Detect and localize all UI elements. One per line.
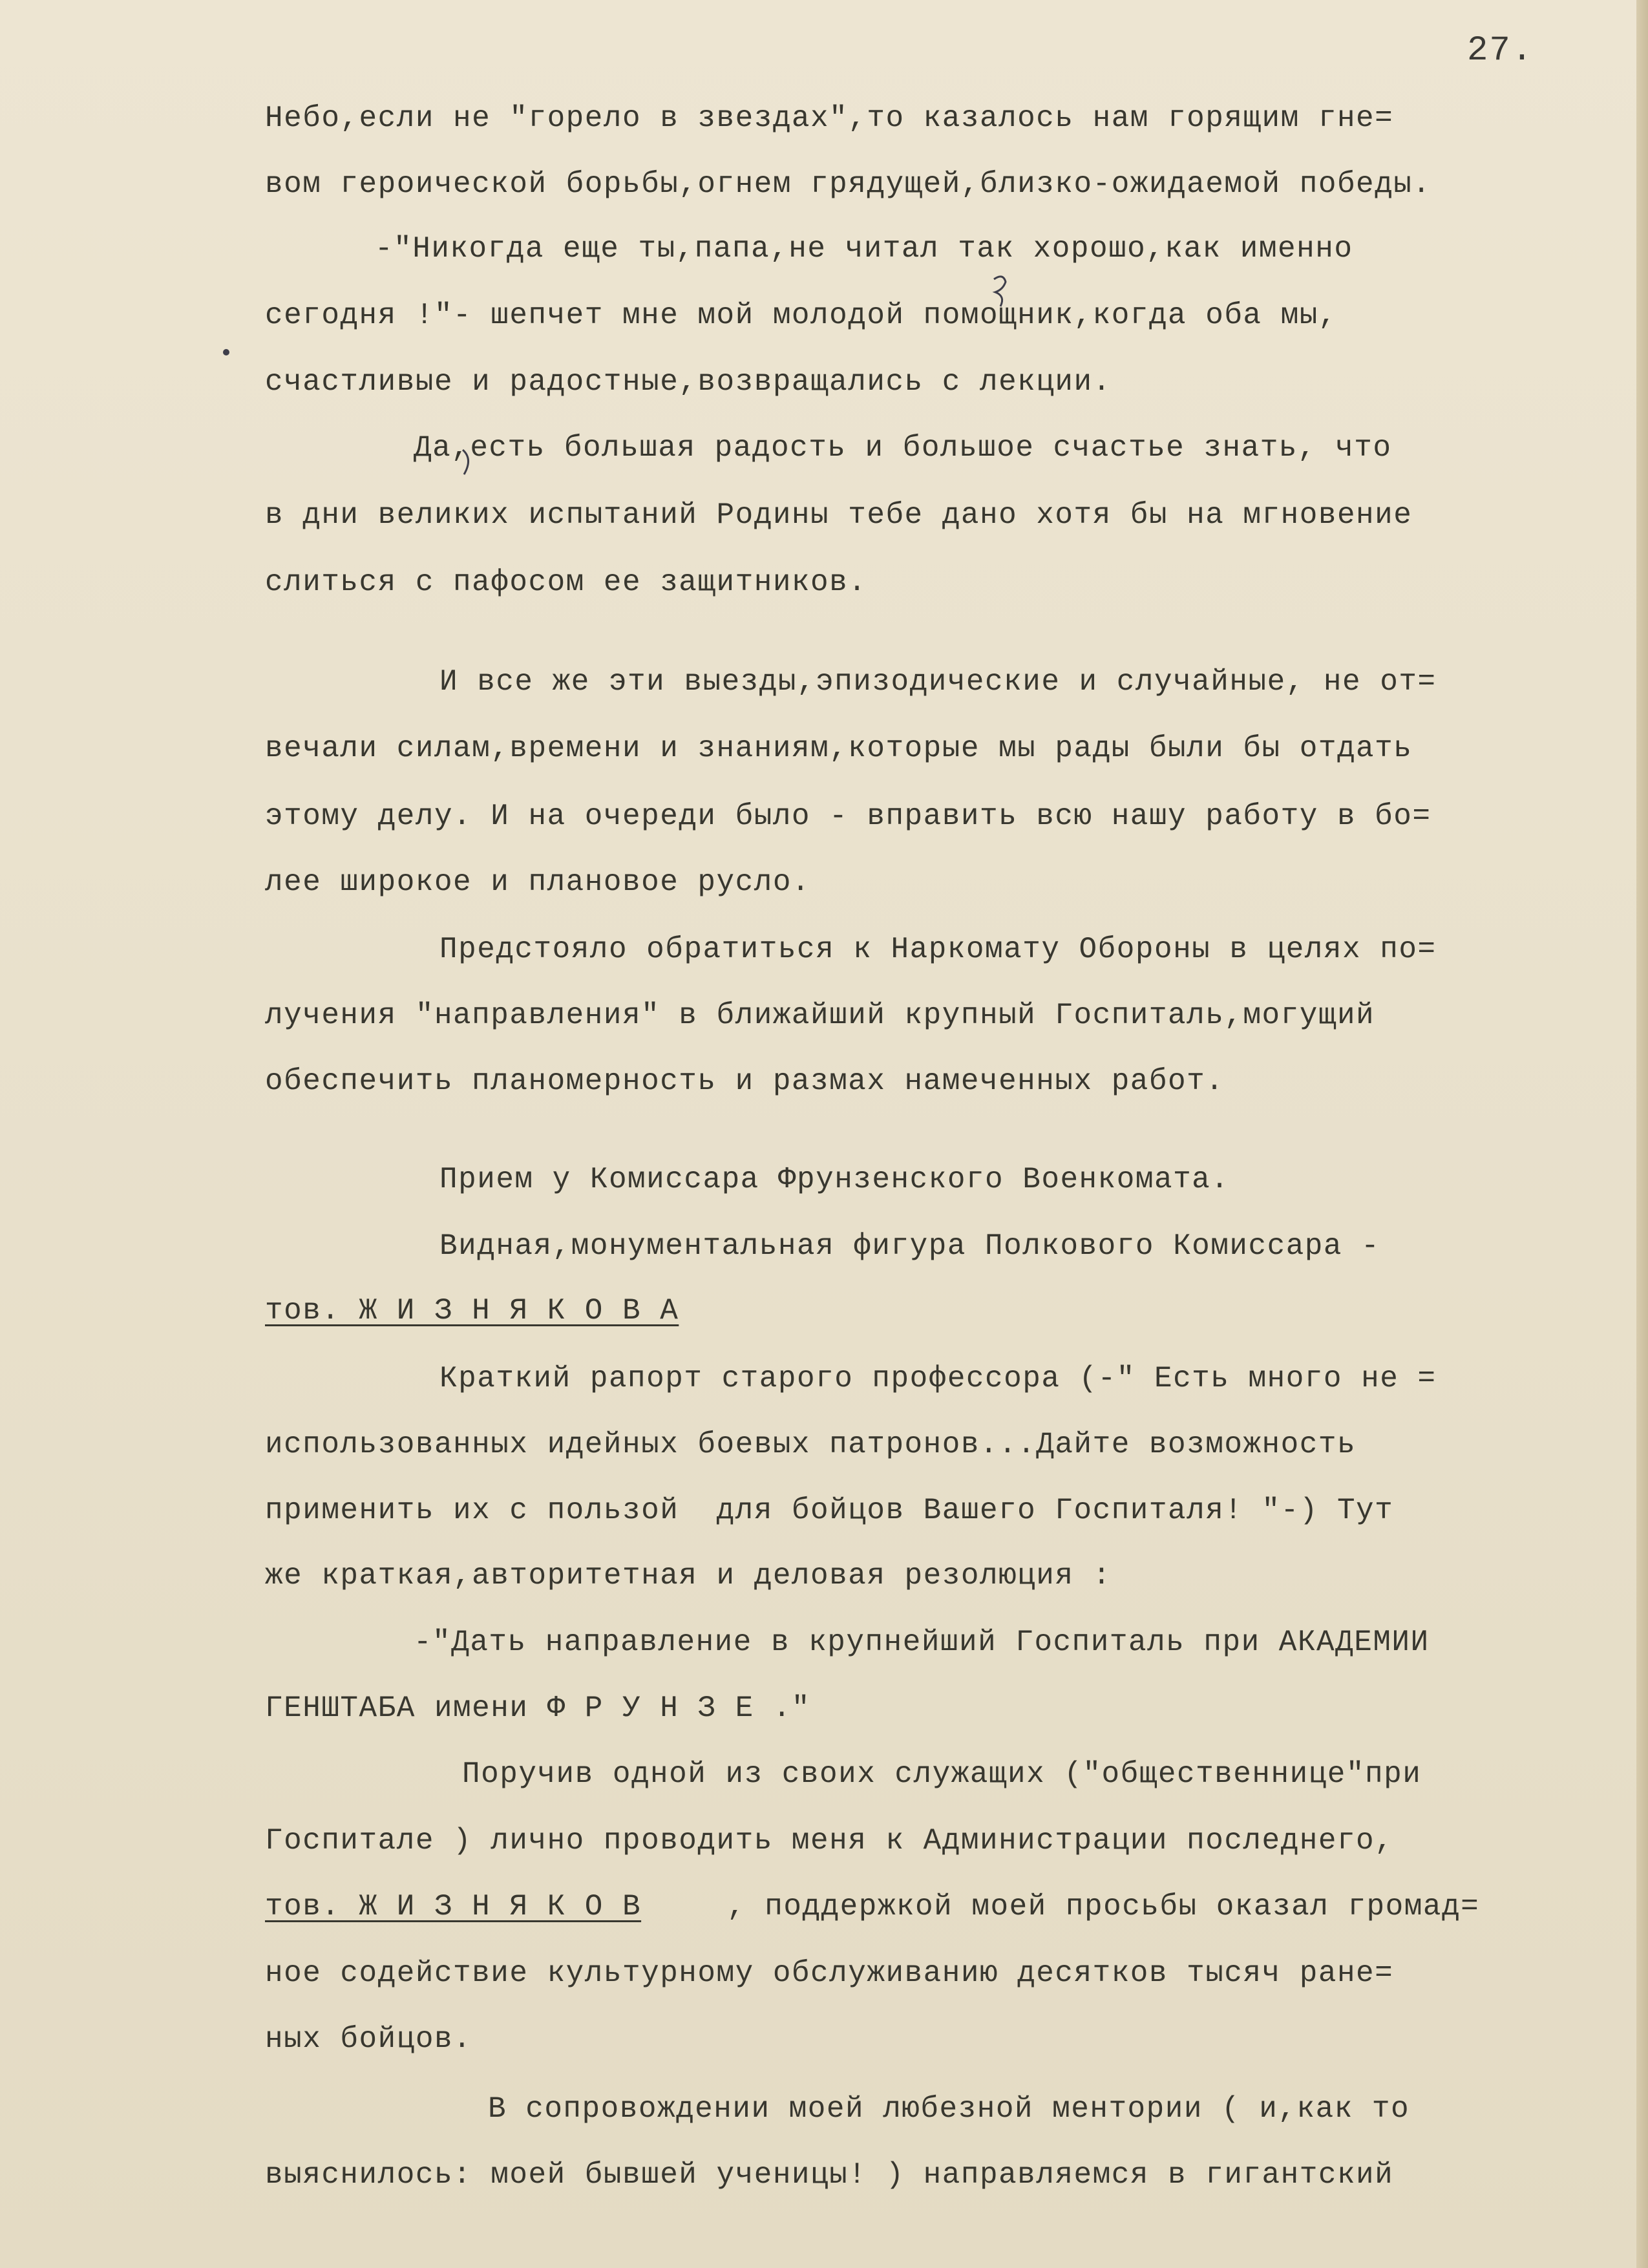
text-line: лучения "направления" в ближайший крупный Госпиталь,могущий	[265, 999, 1375, 1032]
text-line: ГЕНШТАБА имени Ф Р У Н З Е ."	[265, 1691, 811, 1725]
paper-edge	[1636, 0, 1648, 2268]
text-line: лее широкое и плановое русло.	[265, 865, 811, 899]
text-line: Да,есть большая радость и большое счастье знать, что	[414, 431, 1392, 465]
underlined-name: тов. Ж И З Н Я К О В А	[265, 1294, 679, 1328]
text-line: , поддержкой моей просьбы оказал громад=	[727, 1890, 1480, 1924]
text-line: использованных идейных боевых патронов...Дайте возможность	[265, 1428, 1357, 1461]
text-line: -"Никогда еще ты,папа,не читал так хорошо,как именно	[375, 232, 1353, 266]
underlined-name: тов. Ж И З Н Я К О В	[265, 1890, 642, 1924]
text-line: применить их с пользой для бойцов Вашего Госпиталя! "-) Тут	[265, 1494, 1394, 1527]
text-line: И все же эти выезды,эпизодические и случайные, не от=	[439, 665, 1437, 699]
text-line: слиться с пафосом ее защитников.	[265, 566, 867, 599]
text-line: Краткий рапорт старого профессора (-" Есть много не =	[439, 1362, 1437, 1395]
text-line: этому делу. И на очереди было - вправить всю нашу работу в бо=	[265, 800, 1431, 833]
text-line: выяснилось: моей бывшей ученицы! ) направляемся в гигантский	[265, 2158, 1394, 2192]
text-line: в дни великих испытаний Родины тебе дано хотя бы на мгновение	[265, 498, 1413, 532]
text-line: В сопровождении моей любезной ментории ( и,как то	[488, 2092, 1410, 2126]
text-line: счастливые и радостные,возвращались с лекции.	[265, 365, 1112, 399]
text-line: Предстояло обратиться к Наркомату Обороны в целях по=	[439, 933, 1437, 966]
pen-dot-mark	[223, 349, 229, 355]
text-line: Госпитале ) лично проводить меня к Администрации последнего,	[265, 1824, 1394, 1858]
text-line: же краткая,авторитетная и деловая резолюция :	[265, 1559, 1112, 1593]
text-line: вом героической борьбы,огнем грядущей,близко-ожидаемой победы.	[265, 167, 1431, 201]
text-line: сегодня !"- шепчет мне мой молодой помощник,когда оба мы,	[265, 299, 1337, 332]
pen-correction-mark	[989, 271, 1015, 310]
text-line: Видная,монументальная фигура Полкового Комиссара -	[439, 1229, 1380, 1263]
text-line: ное содействие культурному обслуживанию десятков тысяч ране=	[265, 1956, 1394, 1990]
text-line: Небо,если не "горело в звездах",то казалось нам горящим гне=	[265, 101, 1394, 135]
text-line: Прием у Комиссара Фрунзенского Военкомата.	[439, 1163, 1230, 1196]
text-line: ных бойцов.	[265, 2022, 472, 2056]
text-line: -"Дать направление в крупнейший Госпиталь при АКАДЕМИИ	[414, 1626, 1430, 1659]
text-line: обеспечить планомерность и размах намеченных работ.	[265, 1065, 1225, 1098]
text-line: Поручив одной из своих служащих ("общественнице"при	[462, 1757, 1422, 1791]
page-number: 27.	[1467, 31, 1534, 70]
pen-correction-mark	[459, 446, 478, 478]
text-line: вечали силам,времени и знаниям,которые мы рады были бы отдать	[265, 732, 1413, 765]
